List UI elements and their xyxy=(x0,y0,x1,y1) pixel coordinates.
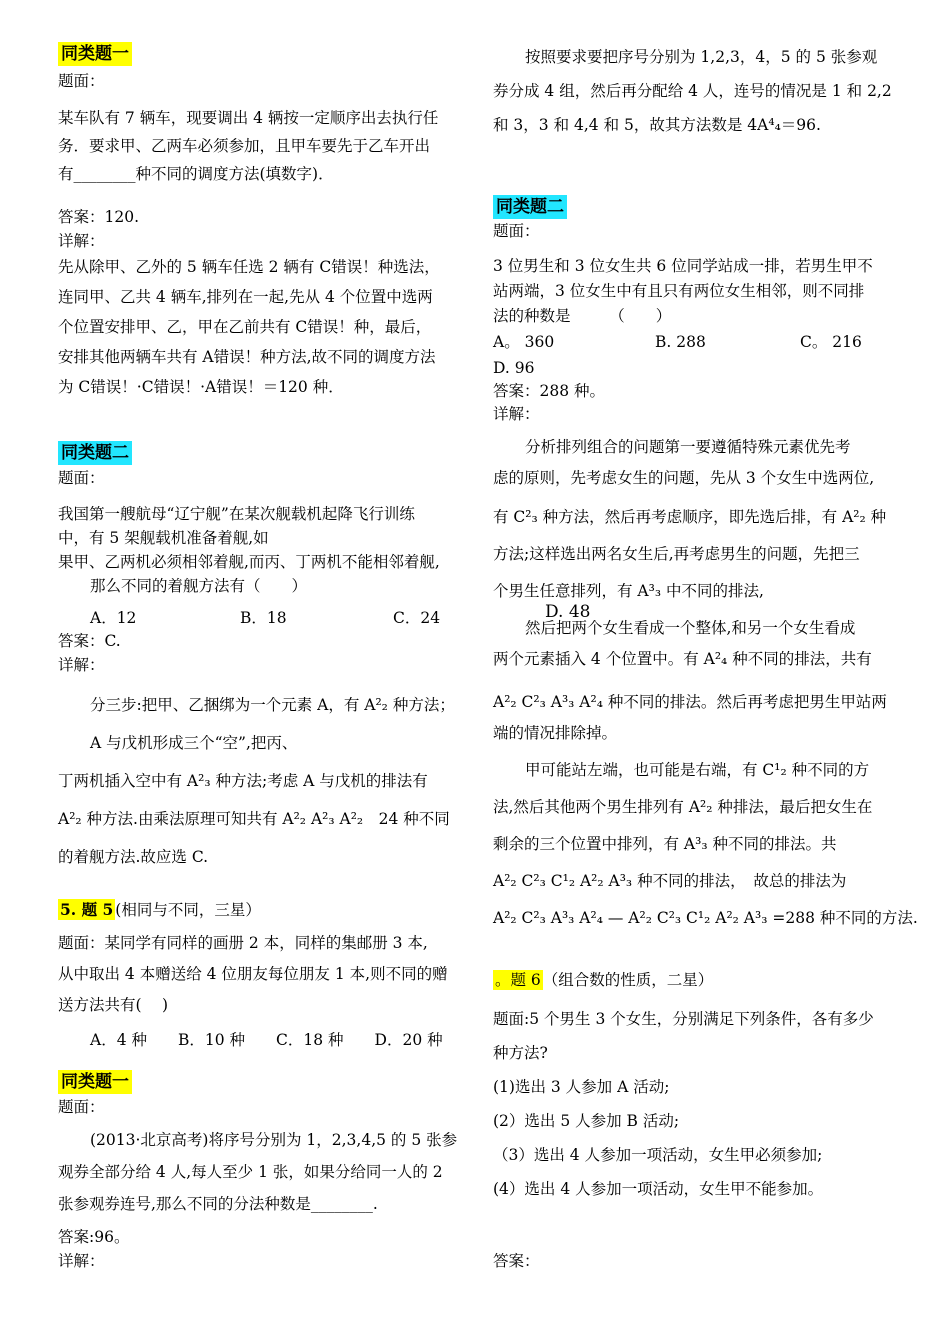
problem-number: 。题 6 xyxy=(495,971,541,989)
label-xiangjie: 详解： xyxy=(58,1252,105,1270)
option-d: D. 96 xyxy=(493,359,535,377)
label-xiangjie: 详解： xyxy=(58,656,105,674)
problem-text: 我国第一艘航母“辽宁舰”在某次舰载机起降飞行训练 中，有 5 架舰载机准备着舰,如 果甲、乙两机必须相邻着舰,而丙、丁两机不能相邻着舰, 那么不同的着舰方法有（ ） xyxy=(58,505,440,595)
problem-text: 题面：某同学有同样的画册 2 本，同样的集邮册 3 本, 从中取出 4 本赠送给 4 位朋友每位朋友 1 本,则不同的赠 送方法共有( ) xyxy=(58,934,448,1014)
solution-text: 分三步:把甲、乙捆绑为一个元素 A，有 A²₂ 种方法； A 与戊机形成三个“空”,把丙、 丁两机插入空中有 A²₃ 种方法;考虑 A 与戊机的排法有 A²₂ 种方法.由乘法原理可知共有 A²₂ A²₃ A²₂ 24 种不同 的着舰方法.故应选 C. xyxy=(58,696,455,866)
label-timian: 题面： xyxy=(493,222,540,240)
option-b: B．18 xyxy=(240,609,287,627)
overlapping-option: D. 48 xyxy=(545,602,591,622)
answer: 答案：288 种。 xyxy=(493,382,606,400)
label-xiangjie: 详解： xyxy=(493,405,540,423)
answer: 答案： xyxy=(493,1252,540,1270)
problem-heading: 5. 题 5 (相同与不同，三星） xyxy=(60,900,261,919)
options xyxy=(58,604,466,630)
section-heading: 同类题二 xyxy=(58,441,132,465)
option-a: A．12 xyxy=(90,609,137,627)
section-heading: 同类题二 xyxy=(493,195,567,219)
label-timian: 题面： xyxy=(58,72,105,90)
section-heading: 同类题一 xyxy=(58,42,132,66)
option-a: A。 360 xyxy=(493,333,555,351)
problem-text: 题面:5 个男生 3 个女生，分别满足下列条件，各有多少 种方法? (1)选出 3 人参加 A 活动; (2）选出 5 人参加 B 活动; （3）选出 4 人参加一项活动，女生甲必须参加; (4）选出 4 人参加一项活动，女生甲不能参加。 xyxy=(493,1010,874,1198)
problem-text: (2013·北京高考)将序号分别为 1，2,3,4,5 的 5 张参 观券全部分给 4 人,每人至少 1 张，如果分给同一人的 2 张参观券连号,那么不同的分法种数是________. xyxy=(58,1131,458,1213)
label-timian: 题面： xyxy=(58,469,105,487)
option-b: B. 288 xyxy=(655,333,706,351)
problem-number: 5. 题 5 xyxy=(60,900,114,919)
solution-continued: 按照要求要把序号分别为 1,2,3，4，5 的 5 张参观 券分成 4 组，然后再分配给 4 人，连号的情况是 1 和 2,2 和 3，3 和 4,4 和 5，故其方法数是 4A⁴₄＝96. xyxy=(493,48,892,134)
label-xiangjie: 详解： xyxy=(58,232,105,250)
option-c: C．24 xyxy=(393,609,441,627)
section-heading: 同类题一 xyxy=(58,1070,132,1094)
problem-heading: 。题 6 （组合数的性质，二星） xyxy=(495,971,714,989)
answer: 答案:96。 xyxy=(58,1228,130,1246)
label-timian: 题面： xyxy=(58,1098,105,1116)
solution-text: 分析排列组合的问题第一要遵循特殊元素优先考 虑的原则，先考虑女生的问题，先从 3 个女生中选两位, 有 C²₃ 种方法，然后再考虑顺序，即先选后排，有 A²₂ 种 方法;这样选出两名女生后,再考虑男生的问题，先把三 个男生任意排列，有 A³₃ 中不同的排法, 然后把两个女生看成一个整体,和另一个女生看成 两个元素插入 4 个位置中。有 A²₄ 种不同的排法，共有 A²₂ C²₃ A³₃ A²₄ 种不同的排法。然后再考虑把男生甲站两 端的情况排除掉。 甲可能站左端，也可能是右端，有 C¹₂ 种不同的方 法,然后其他两个男生排列有 A²₂ 种排法，最后把女生在 剩余的三个位置中排列，有 A³₃ 种不同的排法。共 A²₂ C²₃ C¹₂ A²₂ A³₃ 种不同的排法， 故总的排法为 A²₂ C²₃ A³₃ A²₄ — A²₂ C²₃ C¹₂ A²₂ A³₃ =288 种不同的方法. xyxy=(493,438,918,927)
answer: 答案：C. xyxy=(58,632,121,650)
answer: 答案：120. xyxy=(58,208,140,226)
options: A．4 种 B．10 种 C．18 种 D．20 种 xyxy=(90,1031,443,1049)
problem-text: 某车队有 7 辆车，现要调出 4 辆按一定顺序出去执行任 务．要求甲、乙两车必须参加，且甲车要先于乙车开出 有________种不同的调度方法(填数字)． xyxy=(58,109,439,183)
problem-text: 3 位男生和 3 位女生共 6 位同学站成一排，若男生甲不 站两端，3 位女生中有且只有两位女生相邻，则不同排 法的种数是 （ ） xyxy=(493,257,873,325)
solution-text: 先从除甲、乙外的 5 辆车任选 2 辆有 C错误！种选法， 连同甲、乙共 4 辆车,排列在一起,先从 4 个位置中选两 个位置安排甲、乙，甲在乙前共有 C错误！种，最后， 安排其他两辆车共有 A错误！种方法,故不同的调度方法 为 C错误！·C错误！·A错误！＝120 种． xyxy=(58,258,440,396)
options xyxy=(493,328,903,354)
option-c: C。 216 xyxy=(800,333,862,351)
